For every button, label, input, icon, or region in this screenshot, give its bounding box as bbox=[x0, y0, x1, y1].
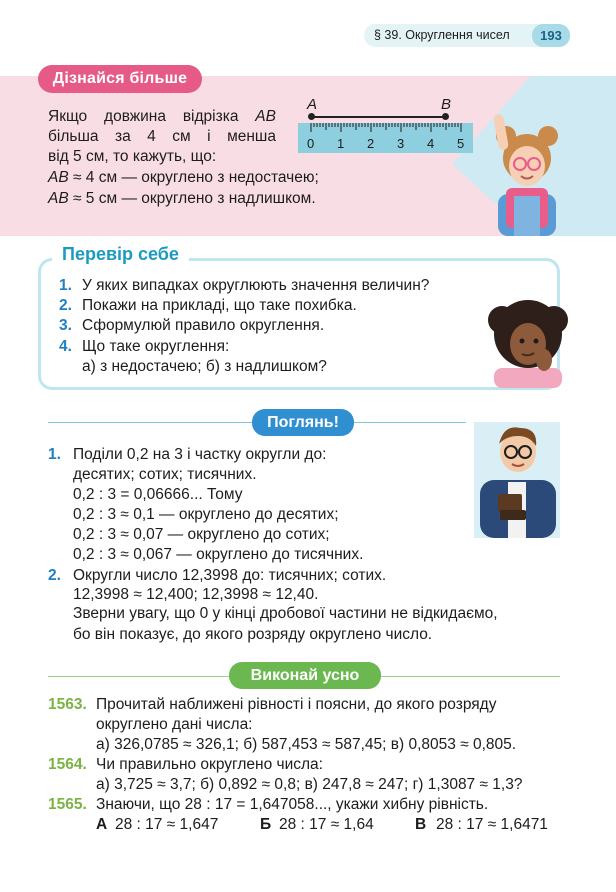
segment-point-a-label: A bbox=[307, 96, 318, 113]
learn-more-line-3: від 5 см, то кажуть, що: bbox=[48, 148, 217, 165]
ruler-tick-label: 2 bbox=[367, 136, 375, 151]
oral-badge: Виконай усно bbox=[229, 662, 381, 689]
question-text: Сформулюй правило округлення. bbox=[82, 317, 325, 334]
look-badge: Поглянь! bbox=[252, 409, 354, 436]
example-line: 0,2 : 3 ≈ 0,1 — округлено до десятих; bbox=[73, 506, 339, 523]
thinking-girl-illustration bbox=[482, 296, 572, 388]
example-line: десятих; сотих; тисячних. bbox=[73, 466, 257, 483]
example-line: 0,2 : 3 ≈ 0,067 — округлено до тисячних. bbox=[73, 546, 364, 563]
question-number: 1. bbox=[59, 277, 72, 294]
question-number: 4. bbox=[59, 338, 72, 355]
option-text: 28 : 17 ≈ 1,647 bbox=[115, 816, 219, 833]
question-number: 3. bbox=[59, 317, 72, 334]
question-subtext: а) з недостачею; б) з надлишком? bbox=[82, 358, 327, 375]
exercise-text: а) 3,725 ≈ 3,7; б) 0,892 ≈ 0,8; в) 247,8 ≈ 247; г) 1,3087 ≈ 1,3? bbox=[96, 776, 523, 793]
example-line: Зверни увагу, що 0 у кінці дробової частини не відкидаємо, bbox=[73, 605, 498, 622]
example-line: бо він показує, до якого розряду округлено число. bbox=[73, 626, 433, 643]
exercise-text: Прочитай наближені рівності і поясни, до якого розряду bbox=[96, 696, 497, 713]
segment-point-a bbox=[308, 113, 315, 120]
segment-point-b bbox=[442, 113, 449, 120]
example-number: 2. bbox=[48, 567, 61, 584]
ruler-tick-label: 0 bbox=[307, 136, 315, 151]
ruler-tick-label: 3 bbox=[397, 136, 405, 151]
ruler-tick-label: 1 bbox=[337, 136, 345, 151]
check-yourself-title: Перевір себе bbox=[52, 244, 189, 265]
question-text: Що таке округлення: bbox=[82, 338, 230, 355]
exercise-text: округлено дані числа: bbox=[96, 716, 253, 733]
option-text: 28 : 17 ≈ 1,64 bbox=[279, 816, 374, 833]
example-number: 1. bbox=[48, 446, 61, 463]
example-line: Округли число 12,3998 до: тисячних; сотих. bbox=[73, 567, 387, 584]
option-letter: А bbox=[96, 816, 108, 833]
example-line: 0,2 : 3 ≈ 0,07 — округлено до сотих; bbox=[73, 526, 330, 543]
question-text: У яких випадках округлюють значення величин? bbox=[82, 277, 430, 294]
page-number: 193 bbox=[532, 24, 570, 47]
exercise-text: а) 326,0785 ≈ 326,1; б) 587,453 ≈ 587,45; в) 0,8053 ≈ 0,805. bbox=[96, 736, 517, 753]
ruler-tick-label: 4 bbox=[427, 136, 435, 151]
boy-with-books-illustration bbox=[474, 422, 560, 538]
option-letter: Б bbox=[260, 816, 272, 833]
option-text: 28 : 17 ≈ 1,6471 bbox=[436, 816, 548, 833]
learn-more-line-1: Якщо довжина відрізка AB bbox=[48, 108, 276, 125]
learn-more-line-4: AB ≈ 4 см — округлено з недостачею; bbox=[48, 169, 319, 186]
ruler-tick-label: 5 bbox=[457, 136, 465, 151]
question-number: 2. bbox=[59, 297, 72, 314]
example-line: 12,3998 ≈ 12,400; 12,3998 ≈ 12,40. bbox=[73, 586, 319, 603]
learn-more-badge: Дізнайся більше bbox=[38, 65, 202, 93]
section-title: § 39. Округлення чисел bbox=[374, 28, 510, 42]
segment-point-b-label: B bbox=[441, 96, 452, 113]
exercise-number: 1564. bbox=[48, 756, 87, 773]
exercise-text: Знаючи, що 28 : 17 = 1,647058..., укажи хибну рівність. bbox=[96, 796, 489, 813]
exercise-number: 1563. bbox=[48, 696, 87, 713]
girl-with-glasses-illustration bbox=[484, 96, 576, 236]
exercise-number: 1565. bbox=[48, 796, 87, 813]
exercise-text: Чи правильно округлено числа: bbox=[96, 756, 323, 773]
question-text: Покажи на прикладі, що таке похибка. bbox=[82, 297, 357, 314]
learn-more-line-2: більша за 4 см і менша bbox=[48, 128, 276, 145]
ruler bbox=[298, 123, 473, 153]
ruler-ticks bbox=[298, 123, 473, 153]
example-line: Поділи 0,2 на 3 і частку округли до: bbox=[73, 446, 327, 463]
segment-ab bbox=[311, 116, 446, 118]
learn-more-line-5: AB ≈ 5 см — округлено з надлишком. bbox=[48, 190, 316, 207]
option-letter: В bbox=[415, 816, 427, 833]
example-line: 0,2 : 3 = 0,06666... Тому bbox=[73, 486, 243, 503]
